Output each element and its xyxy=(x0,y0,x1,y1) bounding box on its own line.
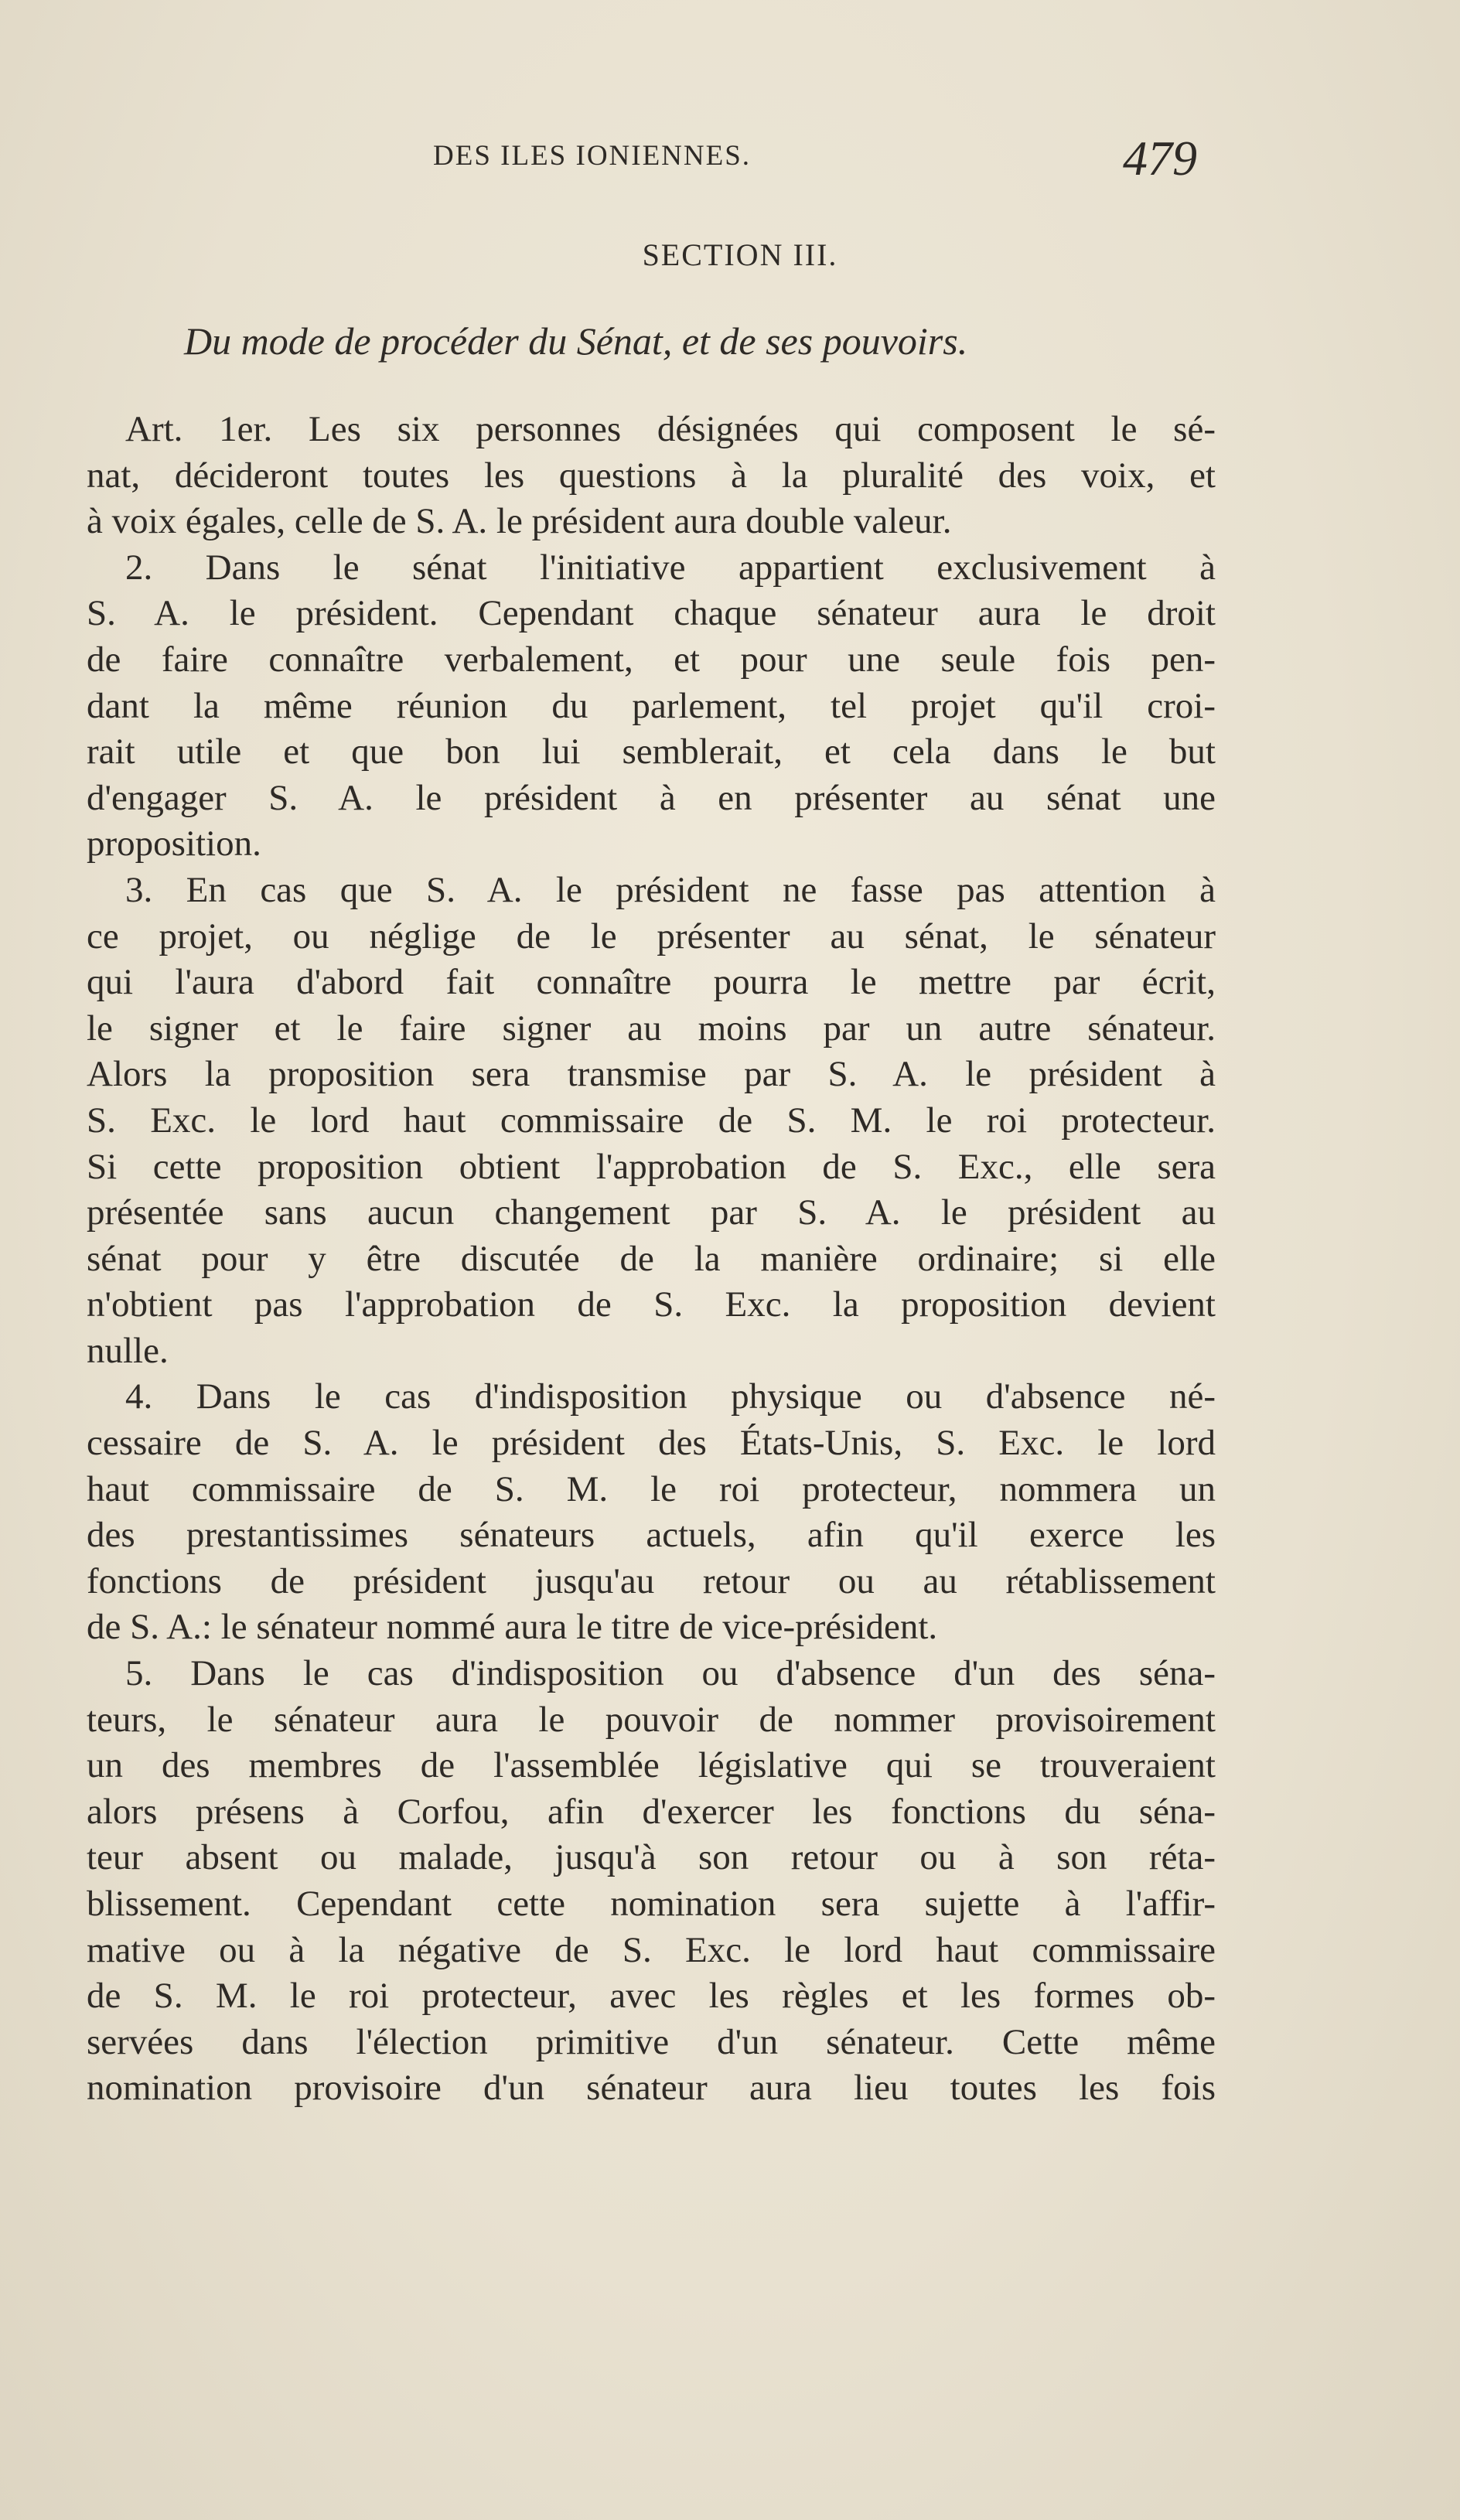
text-line: fonctions de président jusqu'au retour ou au rétablissement xyxy=(87,1560,1216,1601)
text-line: blissement. Cependant cette nomination sera sujette à l'affir- xyxy=(87,1884,1216,1924)
section-subtitle: Du mode de procéder du Sénat, et de ses pouvoirs. xyxy=(184,319,968,363)
text-line: Art. 1er. Les six personnes désignées qui composent le sé- xyxy=(125,409,1216,449)
page-number: 479 xyxy=(1123,131,1197,186)
text-line: S. A. le président. Cependant chaque sénateur aura le droit xyxy=(87,593,1216,634)
text-line: alors présens à Corfou, afin d'exercer les fonctions du séna- xyxy=(87,1791,1216,1832)
text-line: dant la même réunion du parlement, tel projet qu'il croi- xyxy=(87,685,1216,726)
text-line: de S. A.: le sénateur nommé aura le titre de vice-président. xyxy=(87,1607,938,1648)
body-text xyxy=(87,407,1216,2112)
text-line: proposition. xyxy=(87,824,261,864)
text-line: 5. Dans le cas d'indisposition ou d'absence d'un des séna- xyxy=(125,1653,1216,1694)
text-line: de faire connaître verbalement, et pour une seule fois pen- xyxy=(87,639,1216,680)
text-line: sénat pour y être discutée de la manière ordinaire; si elle xyxy=(87,1238,1216,1279)
text-line: à voix égales, celle de S. A. le président aura double valeur. xyxy=(87,501,952,542)
text-line: haut commissaire de S. M. le roi protecteur, nommera un xyxy=(87,1468,1216,1509)
text-line: nat, décideront toutes les questions à la pluralité des voix, et xyxy=(87,455,1216,496)
text-line: nulle. xyxy=(87,1330,169,1371)
text-line: Alors la proposition sera transmise par S. A. le président à xyxy=(87,1054,1216,1095)
text-line: rait utile et que bon lui semblerait, et cela dans le but xyxy=(87,731,1216,772)
text-line: présentée sans aucun changement par S. A. le président au xyxy=(87,1192,1216,1233)
text-line: mative ou à la négative de S. Exc. le lord haut commissaire xyxy=(87,1929,1216,1970)
text-line: un des membres de l'assemblée législative qui se trouveraient xyxy=(87,1745,1216,1786)
text-line: le signer et le faire signer au moins par un autre sénateur. xyxy=(87,1008,1216,1049)
text-line: 4. Dans le cas d'indisposition physique ou d'absence né- xyxy=(125,1376,1216,1417)
text-line: qui l'aura d'abord fait connaître pourra le mettre par écrit, xyxy=(87,962,1216,1003)
text-line: teur absent ou malade, jusqu'à son retour ou à son réta- xyxy=(87,1837,1216,1878)
text-line: cessaire de S. A. le président des États-Unis, S. Exc. le lord xyxy=(87,1423,1216,1464)
text-line: Si cette proposition obtient l'approbation de S. Exc., elle sera xyxy=(87,1146,1216,1187)
text-line: n'obtient pas l'approbation de S. Exc. la proposition devient xyxy=(87,1284,1216,1325)
text-line: nomination provisoire d'un sénateur aura lieu toutes les fois xyxy=(87,2068,1216,2109)
running-head: DES ILES IONIENNES. xyxy=(433,140,752,172)
text-line: des prestantissimes sénateurs actuels, afin qu'il exerce les xyxy=(87,1515,1216,1556)
text-line: d'engager S. A. le président à en présenter au sénat une xyxy=(87,777,1216,818)
section-heading: SECTION III. xyxy=(642,237,838,272)
text-line: 3. En cas que S. A. le président ne fasse pas attention à xyxy=(125,869,1216,910)
text-line: servées dans l'élection primitive d'un sénateur. Cette même xyxy=(87,2021,1216,2062)
text-line: teurs, le sénateur aura le pouvoir de nommer provisoirement xyxy=(87,1699,1216,1740)
text-line: ce projet, ou néglige de le présenter au sénat, le sénateur xyxy=(87,916,1216,957)
text-line: 2. Dans le sénat l'initiative appartient exclusivement à xyxy=(125,547,1216,588)
text-line: de S. M. le roi protecteur, avec les règles et les formes ob- xyxy=(87,1976,1216,2017)
text-line: S. Exc. le lord haut commissaire de S. M. le roi protecteur. xyxy=(87,1100,1216,1141)
